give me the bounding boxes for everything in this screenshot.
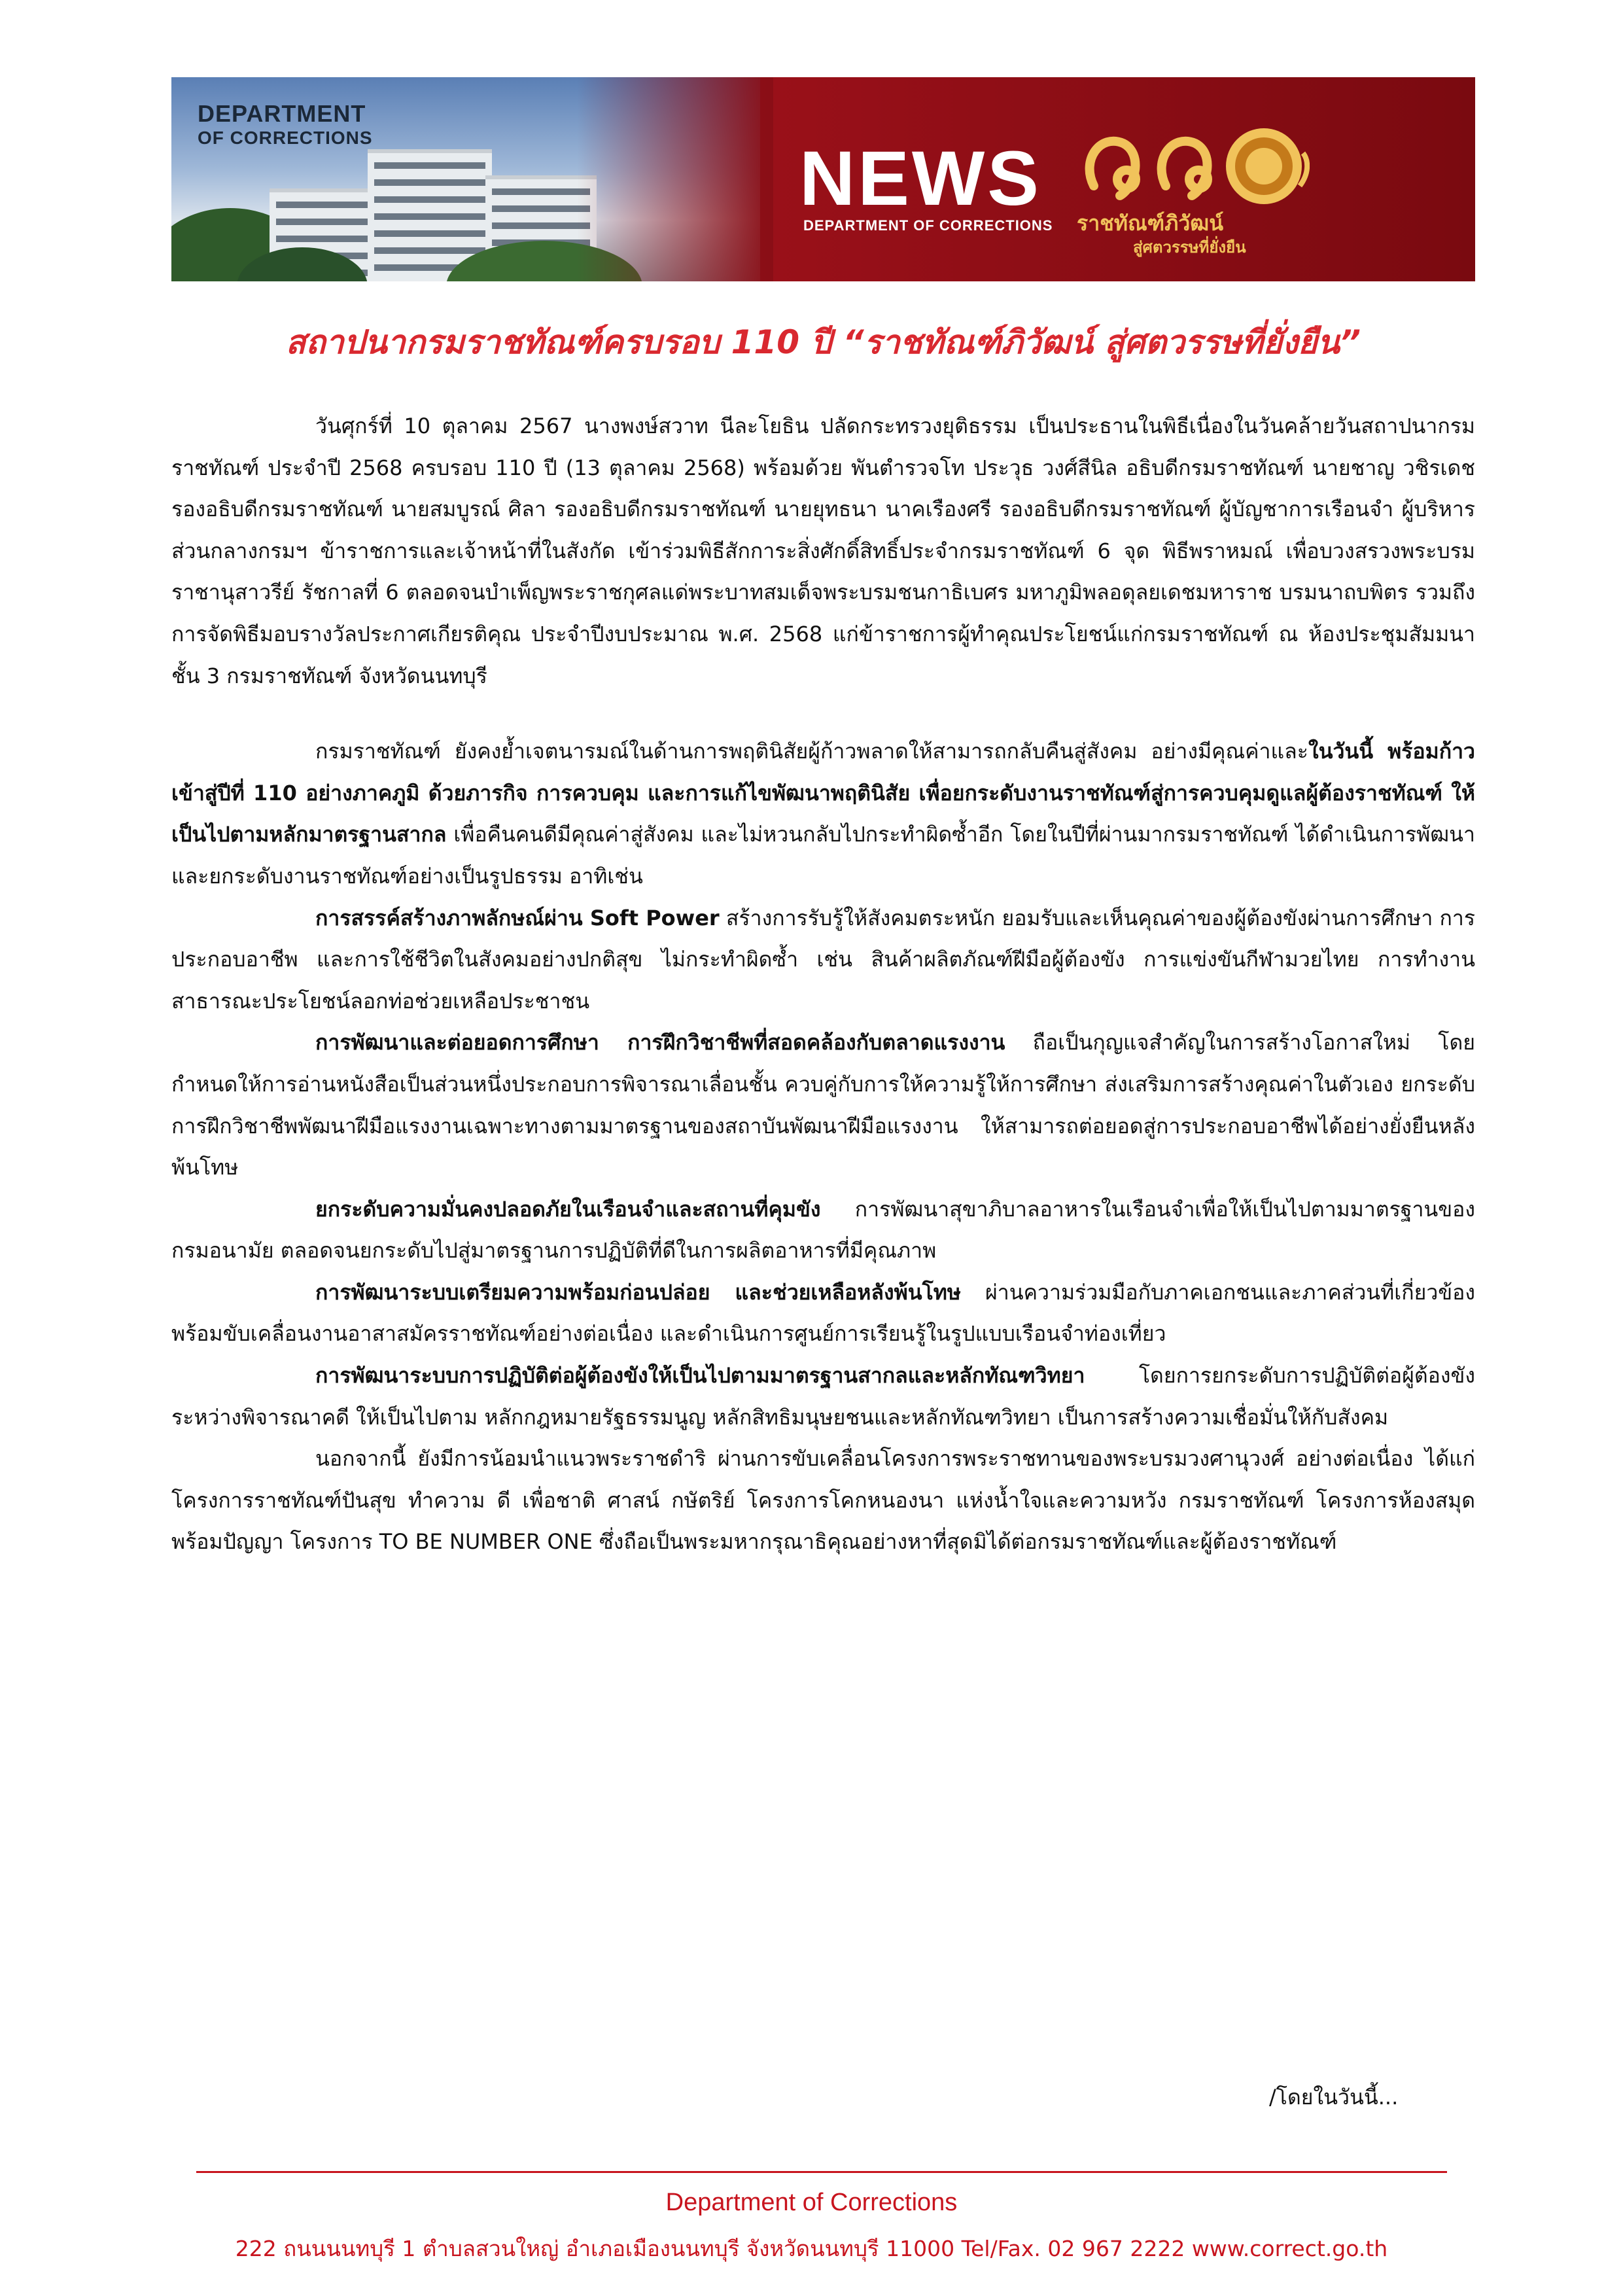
paragraph-4-lead: การพัฒนาและต่อยอดการศึกษา การฝึกวิชาชีพที่สอดคล้องกับตลาดแรงงาน xyxy=(315,1030,1005,1055)
paragraph-2-tail: เพื่อคืนคนดีมีคุณค่าสู่สังคม และไม่หวนกลับไปกระทำผิดซ้ำอีก โดยในปีที่ผ่านมากรมราชทัณฑ์ ได้ดำเนินการพัฒนาและยกระดับงานราชทัณฑ์อย่างเป็นรูปธรรม อาทิเช่น xyxy=(171,822,1475,889)
paragraph-7-lead: การพัฒนาระบบการปฏิบัติต่อผู้ต้องขังให้เป็นไปตามมาตรฐานสากลและหลักทัณฑวิทยา xyxy=(315,1363,1085,1388)
paragraph-4-text: ถือเป็นกุญแจสำคัญในการสร้างโอกาสใหม่ โดยกำหนดให้การอ่านหนังสือเป็นส่วนหนึ่งประกอบการพิจารณาเลื่อนชั้น ควบคู่กับการให้ความรู้ให้การศึกษา ส่งเสริมการสร้างคุณค่าในตัวเอง ยกระดับการฝึกวิชาชีพพัฒนาฝีมือแรงงานเฉพาะทางตามมาตรฐานของสถาบันพัฒนาฝีมือแรงงาน ให้สามารถต่อยอดสู่การประกอบอาชีพได้อย่างยั่งยืนหลังพ้นโทษ xyxy=(171,1030,1475,1180)
logo-text-1: ราชทัณฑ์ภิวัฒน์ xyxy=(1077,211,1224,236)
paragraph-3 xyxy=(171,898,1475,1023)
paragraph-5-text: การพัฒนาสุขาภิบาลอาหารในเรือนจำเพื่อให้เป็นไปตามมาตรฐานของกรมอนามัย ตลอดจนยกระดับไปสู่มาตรฐานการปฏิบัติที่ดีในการผลิตอาหารที่มีคุณภาพ xyxy=(171,1196,1475,1263)
footer-title: Department of Corrections xyxy=(665,2189,958,2216)
logo-text-2: สู่ศตวรรษที่ยั่งยืน xyxy=(1133,238,1246,256)
news-title: NEWS xyxy=(799,135,1041,222)
paragraph-7 xyxy=(171,1355,1475,1438)
dept-line-1: DEPARTMENT xyxy=(198,100,366,127)
paragraph-8: นอกจากนี้ ยังมีการน้อมนำแนวพระราชดำริ ผ่านการขับเคลื่อนโครงการพระราชทานของพระบรมวงศานุวงศ์ อย่างต่อเนื่อง ได้แก่ โครงการราชทัณฑ์ปันสุข ทำความ ดี เพื่อชาติ ศาสน์ กษัตริย์ โครงการโคกหนองนา แห่งน้ำใจและความหวัง กรมราชทัณฑ์ โครงการห้องสมุดพร้อมปัญญา โครงการ TO BE NUMBER ONE ซึ่งถือเป็นพระมหากรุณาธิคุณอย่างหาที่สุดมิได้ต่อกรมราชทัณฑ์และผู้ต้องราชทัณฑ์ xyxy=(171,1446,1475,1555)
paragraph-5 xyxy=(171,1189,1475,1272)
news-subtitle: DEPARTMENT OF CORRECTIONS xyxy=(803,217,1053,234)
footer-divider xyxy=(196,2171,1447,2173)
paragraph-6-text: ผ่านความร่วมมือกับภาคเอกชนและภาคส่วนที่เกี่ยวข้อง พร้อมขับเคลื่อนงานอาสาสมัครราชทัณฑ์อย่างต่อเนื่อง และดำเนินการศูนย์การเรียนรู้ในรูปแบบเรือนจำท่องเที่ยว xyxy=(171,1279,1476,1347)
headline: สถาปนากรมราชทัณฑ์ครบรอบ 110 ปี “ราชทัณฑ์ภิวัฒน์ สู่ศตวรรษที่ยั่งยืน” xyxy=(285,323,1361,361)
paragraph-7-text: โดยการยกระดับการปฏิบัติต่อผู้ต้องขังระหว่างพิจารณาคดี ให้เป็นไปตาม หลักกฎหมายรัฐธรรมนูญ หลักสิทธิมนุษยชนและหลักทัณฑวิทยา เป็นการสร้างความเชื่อมั่นให้กับสังคม xyxy=(171,1363,1475,1430)
paragraph-3-text: สร้างการรับรู้ให้สังคมตระหนัก ยอมรับและเห็นคุณค่าของผู้ต้องขังผ่านการศึกษา การประกอบอาชีพ และการใช้ชีวิตในสังคมอย่างปกติสุข ไม่กระทำผิดซ้ำ เช่น สินค้าผลิตภัณฑ์ฝีมือผู้ต้องขัง การแข่งขันกีฬามวยไทย การทำงานสาธารณะประโยชน์ลอกท่อช่วยเหลือประชาชน xyxy=(171,905,1476,1014)
news-banner xyxy=(171,77,1475,281)
paragraph-6 xyxy=(171,1272,1475,1355)
paragraph-3-lead: การสรรค์สร้างภาพลักษณ์ผ่าน Soft Power xyxy=(315,905,720,930)
paragraph-6-lead: การพัฒนาระบบเตรียมความพร้อมก่อนปล่อย และช่วยเหลือหลังพ้นโทษ xyxy=(315,1279,961,1305)
paragraph-2-text: กรมราชทัณฑ์ ยังคงย้ำเจตนารมณ์ในด้านการพฤตินิสัยผู้ก้าวพลาดให้สามารถกลับคืนสู่สังคม อย่างมีคุณค่าและ xyxy=(315,739,1308,764)
footer-address: 222 ถนนนนทบุรี 1 ตำบลสวนใหญ่ อำเภอเมืองนนทบุรี จังหวัดนนทบุรี 11000 Tel/Fax. 02 967 2222 www.correct.go.th xyxy=(235,2236,1388,2261)
paragraph-5-lead: ยกระดับความมั่นคงปลอดภัยในเรือนจำและสถานที่คุมขัง xyxy=(315,1196,821,1222)
paragraph-1: วันศุกร์ที่ 10 ตุลาคม 2567 นางพงษ์สวาท นีละโยธิน ปลัดกระทรวงยุติธรรม เป็นประธานในพิธีเนื่องในวันคล้ายวันสถาปนากรมราชทัณฑ์ ประจำปี 2568 ครบรอบ 110 ปี (13 ตุลาคม 2568) พร้อมด้วย พันตำรวจโท ประวุธ วงศ์สีนิล อธิบดีกรมราชทัณฑ์ นายชาญ วชิรเดช รองอธิบดีกรมราชทัณฑ์ นายสมบูรณ์ ศิลา รองอธิบดีกรมราชทัณฑ์ นายยุทธนา นาคเรืองศรี รองอธิบดีกรมราชทัณฑ์ ผู้บัญชาการเรือนจำ ผู้บริหารส่วนกลางกรมฯ ข้าราชการและเจ้าหน้าที่ในสังกัด เข้าร่วมพิธีสักการะสิ่งศักดิ์สิทธิ์ประจำกรมราชทัณฑ์ 6 จุด พิธีพราหมณ์ เพื่อบวงสรวงพระบรมราชานุสาวรีย์ รัชกาลที่ 6 ตลอดจนบำเพ็ญพระราชกุศลแด่พระบาทสมเด็จพระบรมชนกาธิเบศร มหาภูมิพลอดุลยเดชมหาราช บรมนาถบพิตร รวมถึงการจัดพิธีมอบรางวัลประกาศเกียรติคุณ ประจำปีงบประมาณ พ.ศ. 2568 แก่ข้าราชการผู้ทำคุณประโยชน์แก่กรมราชทัณฑ์ ณ ห้องประชุมสัมมนาชั้น 3 กรมราชทัณฑ์ จังหวัดนนทบุรี xyxy=(171,414,1475,688)
department-label xyxy=(198,101,373,149)
paragraph-2-emphasis: ในวันนี้ พร้อมก้าวเข้าสู่ปีที่ 110 อย่างภาคภูมิ ด้วยภารกิจ การควบคุม และการแก้ไขพัฒนาพฤตินิสัย เพื่อยกระดับงานราชทัณฑ์สู่การควบคุมดูแลผู้ต้องราชทัณฑ์ ให้เป็นไปตามหลักมาตรฐานสากล xyxy=(171,739,1476,847)
paragraph-2 xyxy=(171,731,1475,897)
dept-line-2: OF CORRECTIONS xyxy=(198,128,373,148)
paragraph-4 xyxy=(171,1022,1475,1188)
continuation-note: /โดยในวันนี้... xyxy=(1269,2085,1399,2110)
article-body xyxy=(171,406,1475,1563)
